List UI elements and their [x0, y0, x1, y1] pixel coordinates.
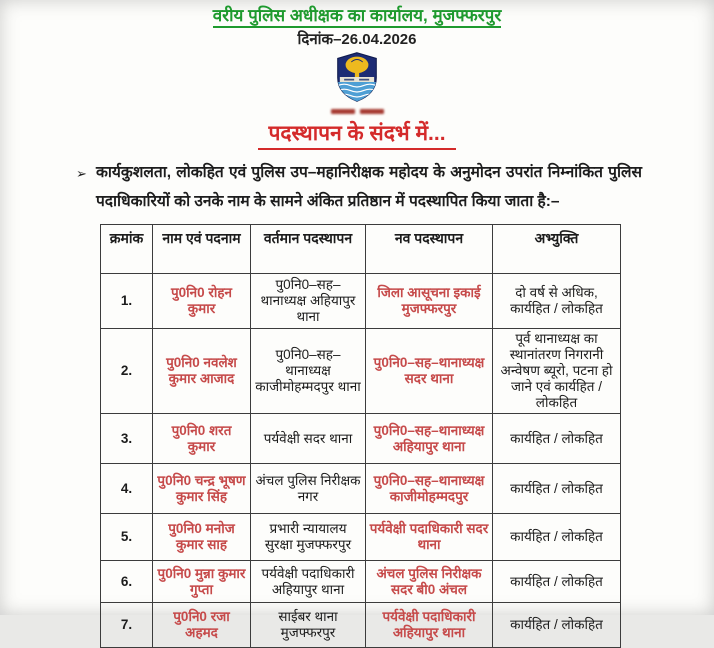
- name-cell: पु0नि0 मुन्ना कुमार गुप्ता: [153, 561, 251, 603]
- serial-cell: 5.: [101, 514, 153, 561]
- column-header-remark: अभ्युक्ति: [493, 225, 621, 274]
- new-posting-cell: पु0नि0–सह–थानाध्यक्ष सदर थाना: [366, 329, 493, 414]
- new-posting-cell: पर्यवेक्षी पदाधिकारी सदर थाना: [366, 514, 493, 561]
- name-cell: पु0नि0 शरत कुमार: [153, 414, 251, 464]
- motto-decoration: [331, 109, 384, 114]
- new-posting-cell: अंचल पुलिस निरीक्षक सदर बी0 अंचल: [366, 561, 493, 603]
- serial-cell: 3.: [101, 414, 153, 464]
- current-posting-cell: पु0नि0–सह–थानाध्यक्ष काजीमोहम्मदपुर थाना: [251, 329, 366, 414]
- remark-cell: कार्यहित / लोकहित: [493, 414, 621, 464]
- serial-cell: 2.: [101, 329, 153, 414]
- remark-cell: दो वर्ष से अधिक, कार्यहित / लोकहित: [493, 274, 621, 329]
- remark-cell: कार्यहित / लोकहित: [493, 514, 621, 561]
- table-row: [101, 414, 621, 464]
- intro-text: कार्यकुशलता, लोकहित एवं पुलिस उप–महानिरीक्षक महोदय के अनुमोदन उपरांत निम्नांकित पुलिस पदाधिकारियों को उनके नाम के सामने अंकित प्रतिष्ठान में पदस्थापित किया जाता है:–: [96, 164, 642, 210]
- table-row: [101, 514, 621, 561]
- current-posting-cell: साईबर थाना मुजफ्फरपुर: [251, 603, 366, 648]
- name-cell: पु0नि0 मनोज कुमार साह: [153, 514, 251, 561]
- posting-table: [100, 224, 621, 648]
- remark-cell: कार्यहित / लोकहित: [493, 603, 621, 648]
- current-posting-cell: पु0नि0–सह–थानाध्यक्ष अहियापुर थाना: [251, 274, 366, 329]
- remark-cell: कार्यहित / लोकहित: [493, 464, 621, 514]
- intro-paragraph: [76, 158, 642, 216]
- new-posting-cell: जिला आसूचना इकाई मुजफ्फरपुर: [366, 274, 493, 329]
- name-cell: पु0नि0 रोहन कुमार: [153, 274, 251, 329]
- serial-cell: 1.: [101, 274, 153, 329]
- remark-cell: पूर्व थानाध्यक्ष का स्थानांतरण निगरानी अन्वेषण ब्यूरो, पटना हो जाने एवं कार्यहित / लोकहित: [493, 329, 621, 414]
- column-header-serial: क्रमांक: [101, 225, 153, 274]
- table-row: [101, 603, 621, 648]
- column-header-name: नाम एवं पदनाम: [153, 225, 251, 274]
- table-row: [101, 561, 621, 603]
- date-line: दिनांक–26.04.2026: [297, 31, 417, 48]
- name-cell: पु0नि0 रजा अहमद: [153, 603, 251, 648]
- serial-cell: 6.: [101, 561, 153, 603]
- new-posting-cell: पु0नि0–सह–थानाध्यक्ष अहियापुर थाना: [366, 414, 493, 464]
- table-row: [101, 329, 621, 414]
- remark-cell: कार्यहित / लोकहित: [493, 561, 621, 603]
- column-header-current-posting: वर्तमान पदस्थापन: [251, 225, 366, 274]
- police-shield-icon: [331, 52, 383, 107]
- name-cell: पु0नि0 चन्द्र भूषण कुमार सिंह: [153, 464, 251, 514]
- office-title: [0, 0, 714, 26]
- name-cell: पु0नि0 नवलेश कुमार आजाद: [153, 329, 251, 414]
- column-header-new-posting: नव पदस्थापन: [366, 225, 493, 274]
- table-header-row: [101, 225, 621, 274]
- table-row: [101, 274, 621, 329]
- arrow-bullet-icon: ➢: [76, 166, 87, 181]
- current-posting-cell: पर्यवेक्षी सदर थाना: [251, 414, 366, 464]
- office-title-text: वरीय पुलिस अधीक्षक का कार्यालय, मुजफ्फरपुर: [213, 6, 502, 28]
- new-posting-cell: पु0नि0–सह–थानाध्यक्ष काजीमोहम्मदपुर: [366, 464, 493, 514]
- emblem-block: [0, 52, 714, 114]
- table-row: [101, 464, 621, 514]
- current-posting-cell: प्रभारी न्यायालय सुरक्षा मुजफ्फरपुर: [251, 514, 366, 561]
- current-posting-cell: पर्यवेक्षी पदाधिकारी अहियापुर थाना: [251, 561, 366, 603]
- serial-cell: 7.: [101, 603, 153, 648]
- subject-title: [0, 119, 714, 147]
- serial-cell: 4.: [101, 464, 153, 514]
- new-posting-cell: पर्यवेक्षी पदाधिकारी अहियापुर थाना: [366, 603, 493, 648]
- subject-title-text: पदस्थापन के संदर्भ में...: [258, 122, 455, 150]
- current-posting-cell: अंचल पुलिस निरीक्षक नगर: [251, 464, 366, 514]
